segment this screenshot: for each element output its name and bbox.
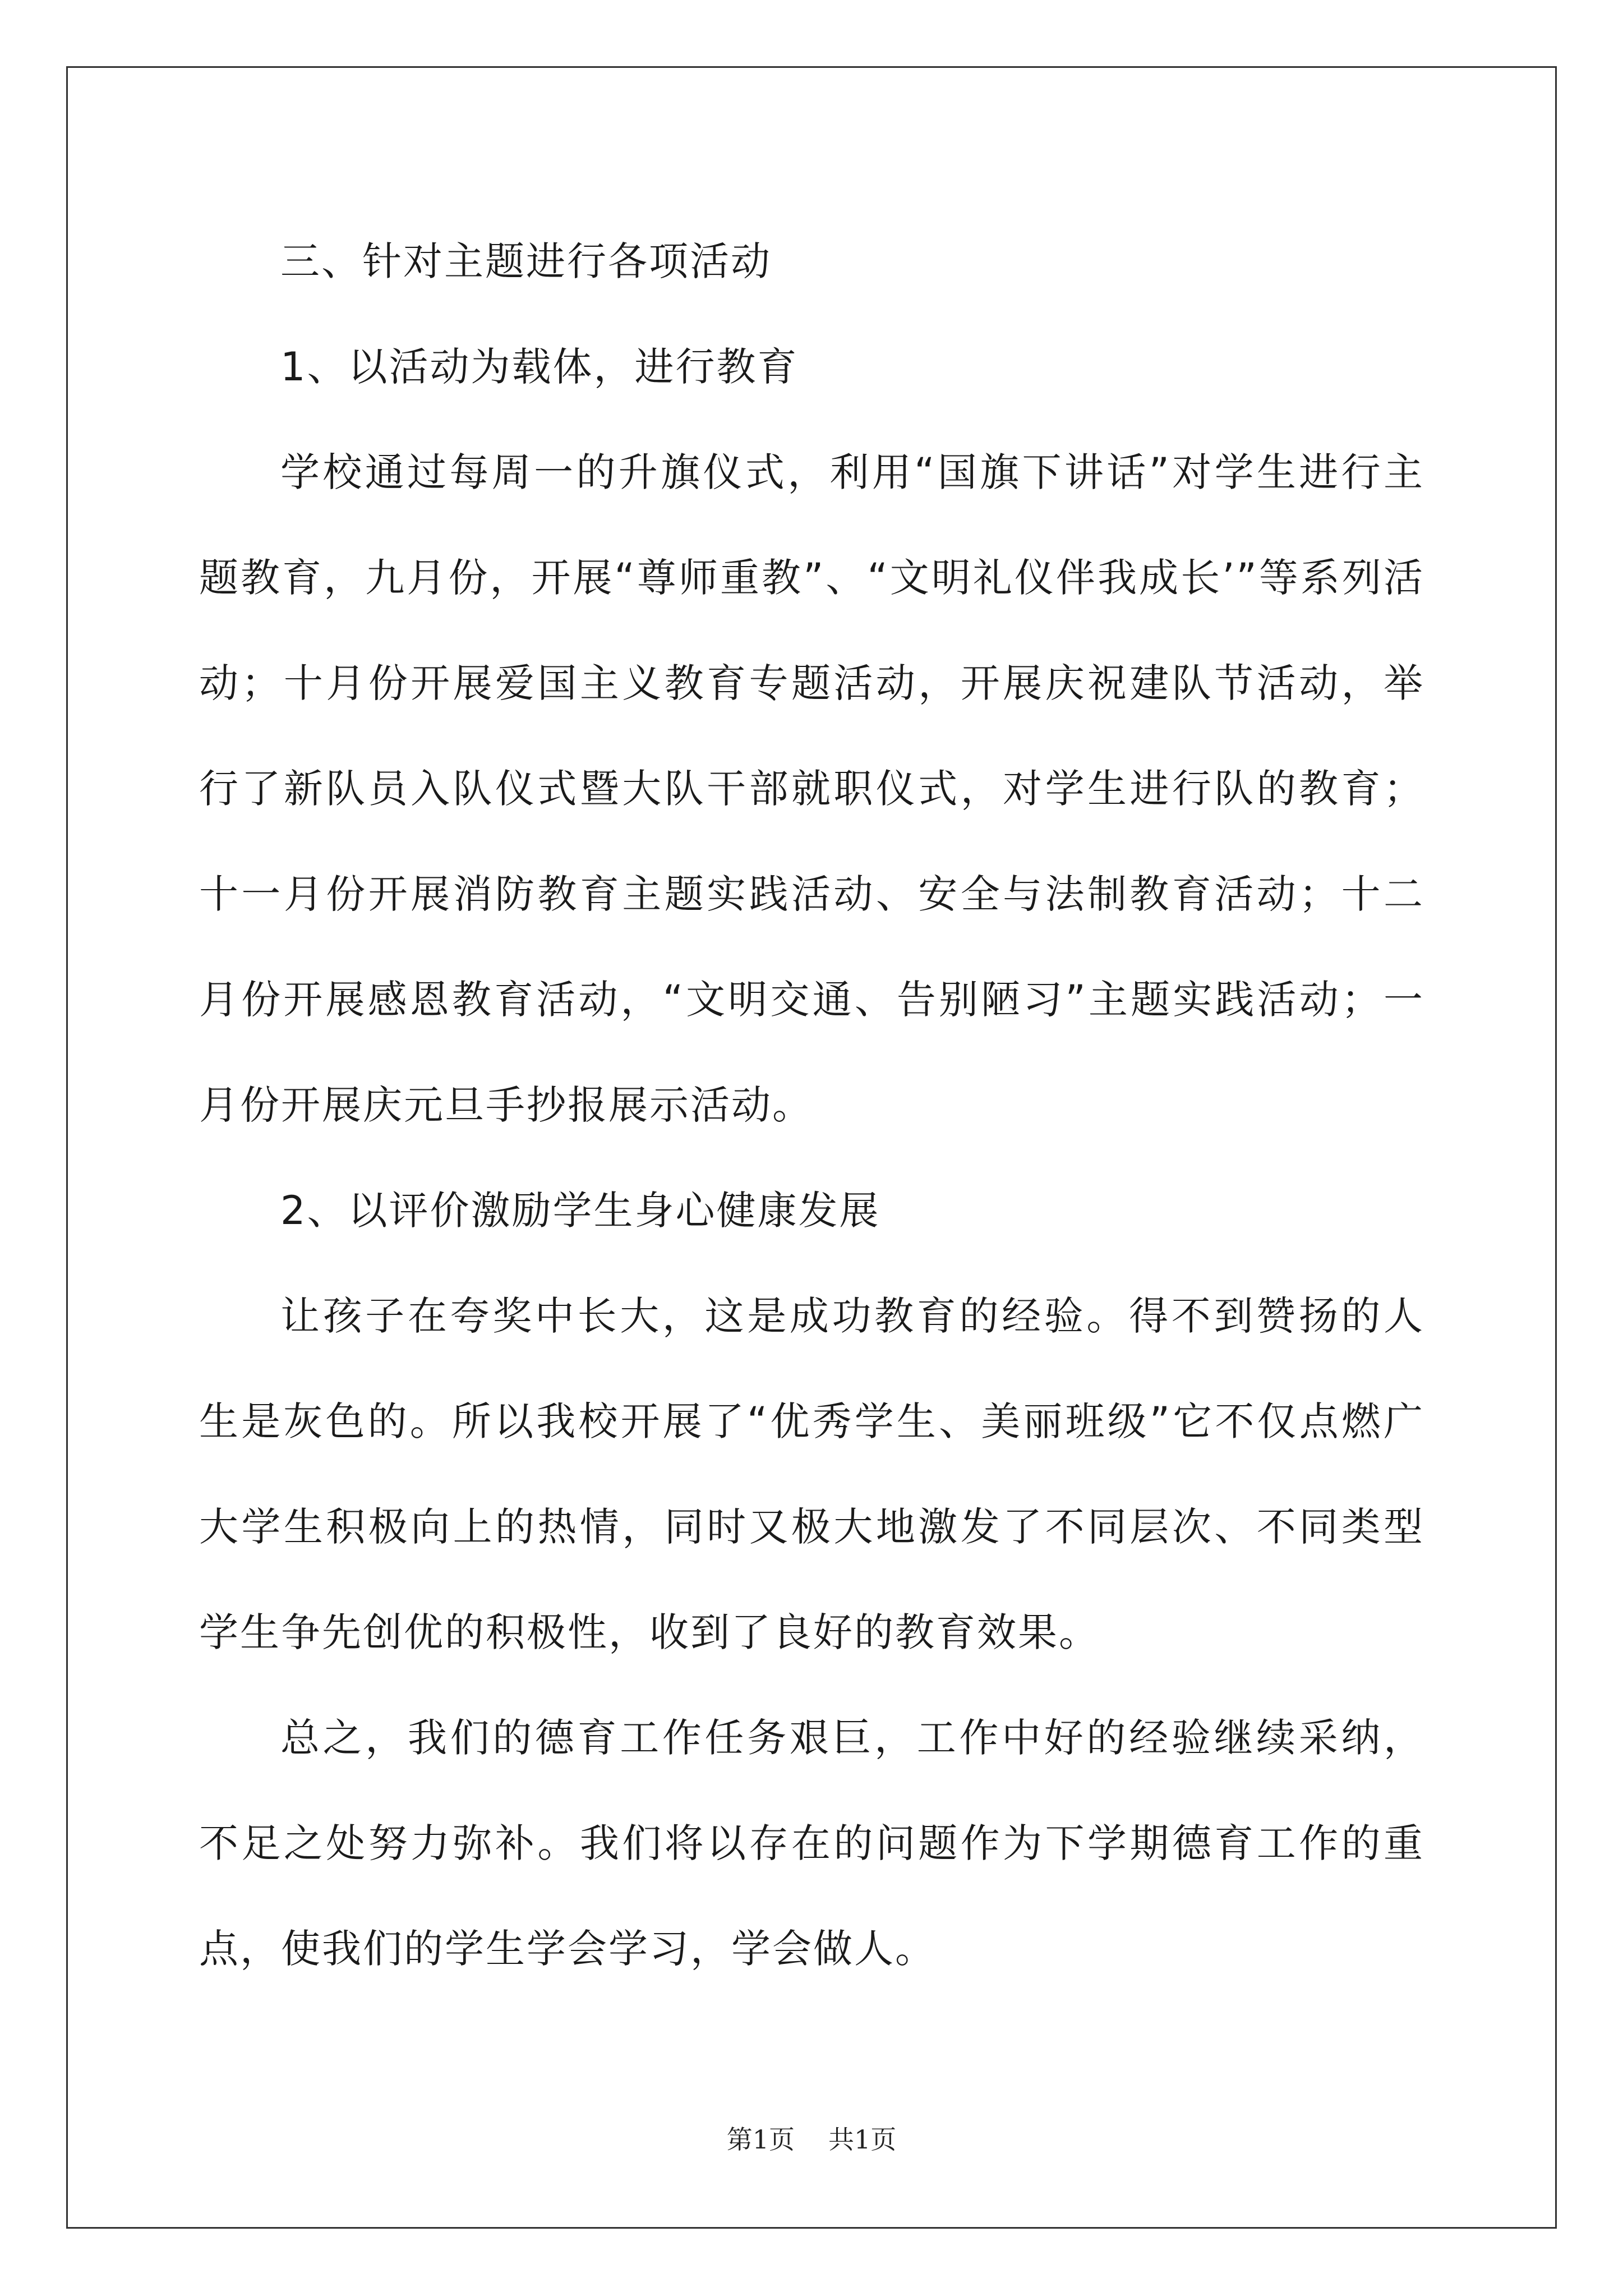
subsection-heading-2: 2、以评价激励学生身心健康发展 bbox=[280, 1188, 880, 1234]
page-number: 第1页 bbox=[726, 2124, 795, 2155]
page-footer bbox=[0, 2119, 1623, 2156]
paragraph-evaluation: 让孩子在夸奖中长大，这是成功教育的经验。得不到赞扬的人生是灰色的。所以我校开展了“优秀学生、美丽班级”它不仅点燃广大学生积极向上的热情，同时又极大地激发了不同层次、不同类型学生争先创优的积极性，收到了良好的教育效果。 bbox=[199, 1293, 1424, 1655]
section-heading: 三、针对主题进行各项活动 bbox=[280, 238, 772, 284]
paragraph-activities: 学校通过每周一的升旗仪式，利用“国旗下讲话”对学生进行主题教育，九月份，开展“尊师重教”、“文明礼仪伴我成长’”等系列活动；十月份开展爱国主义教育专题活动，开展庆祝建队节活动，举行了新队员入队仪式暨大队干部就职仪式，对学生进行队的教育；十一月份开展消防教育主题实践活动、安全与法制教育活动；十二月份开展感恩教育活动，“文明交通、告别陋习”主题实践活动；一月份开展庆元旦手抄报展示活动。 bbox=[199, 449, 1424, 1128]
page-total: 共1页 bbox=[828, 2124, 897, 2155]
paragraph-conclusion: 总之，我们的德育工作任务艰巨，工作中好的经验继续采纳，不足之处努力弥补。我们将以存在的问题作为下学期德育工作的重点，使我们的学生学会学习，学会做人。 bbox=[199, 1715, 1424, 1972]
subsection-heading-1: 1、以活动为载体，进行教育 bbox=[280, 344, 799, 390]
document-body bbox=[199, 209, 1424, 2001]
